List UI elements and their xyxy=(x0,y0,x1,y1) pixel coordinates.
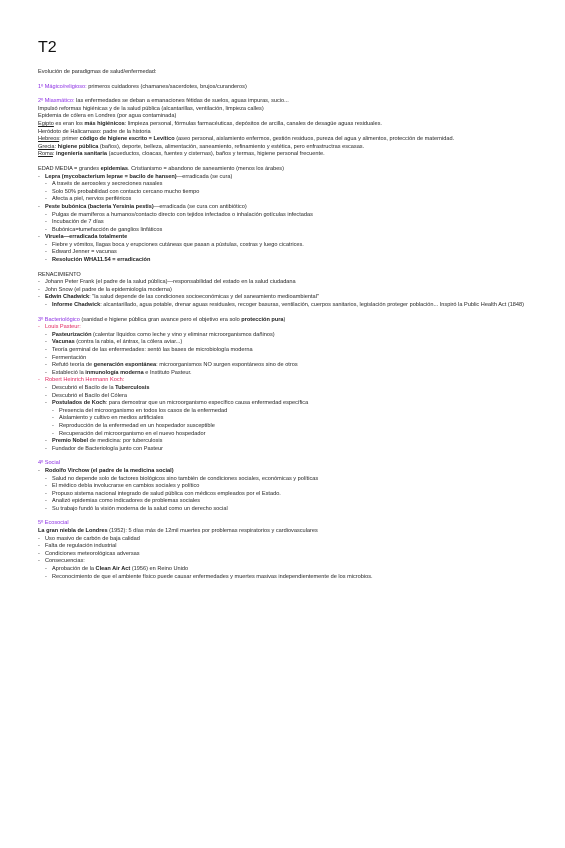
list-item: - Bubónica=tumefacción de ganglios linfáticos xyxy=(38,227,535,235)
list-item: - Louis Pasteur: xyxy=(38,324,535,332)
section-2-label: 2º Miasmático: xyxy=(38,98,75,105)
list-item: - A través de aerosoles y secreciones nasales xyxy=(38,181,535,189)
list-item: - Postulados de Koch: para demostrar que un microorganismo específico causa enfermedad específica xyxy=(38,400,535,408)
list-item: - Aprobación de la Clean Air Act (1956) en Reino Unido xyxy=(38,566,535,574)
list-item: - Descubrió el Bacilo de la Tuberculosis xyxy=(38,385,535,393)
list-item: - Recuperación del microorganismo en el nuevo hospedador xyxy=(38,431,535,439)
list-item: - Salud no depende solo de factores biológicos sino también de condiciones sociales, económicas y políticas xyxy=(38,476,535,484)
list-item: - Propuso sistema nacional integrado de salud pública con médicos empleados por el Estado. xyxy=(38,491,535,499)
line: Heródoto de Halicarnaso: padre de la historia xyxy=(38,128,151,135)
section-3-list xyxy=(38,324,535,453)
section-4-label: 4º Social xyxy=(38,460,60,467)
list-item: - Afecta a piel, nervios periféricos xyxy=(38,196,535,204)
line: Impulsó reformas higiénicas y de la salud pública (alcantarillas, ventilación, limpieza calles) xyxy=(38,105,264,112)
list-item: - Falta de regulación industrial xyxy=(38,543,535,551)
section-3-label: 3º Bacteriológico xyxy=(38,316,80,323)
edad-media-list xyxy=(38,174,535,265)
section-3: 3º Bacteriológico (sanidad e higiene pública gran avance pero el objetivo era solo protección pura) xyxy=(38,316,286,323)
list-item: - Presencia del microorganismo en todos los casos de la enfermedad xyxy=(38,408,535,416)
line: Hebreos: primer código de higiene escrito = Levítico (aseo personal, aislamiento enfermos, gestión residuos, pureza del agua y alimentos, protección de maternidad. xyxy=(38,136,455,143)
list-item: - Johann Peter Frank (el padre de la salud pública)—responsabilidad del estado en la salud ciudadana xyxy=(38,279,535,287)
renacimiento-heading: RENACIMIENTO xyxy=(38,271,81,278)
list-item: - Reconocimiento de que el ambiente físico puede causar enfermedades y muertes masivas independientemente de los microbios. xyxy=(38,574,535,582)
list-item: - Descubrió el Bacilo del Cólera xyxy=(38,393,535,401)
list-item: - Refutó teoría de generación espontánea: microorganismos NO surgen espontáneos sino de otros xyxy=(38,362,535,370)
list-item: - Lepra (mycobacterium leprae = bacilo de hansen)—erradicada (se cura) xyxy=(38,174,535,182)
renacimiento-list xyxy=(38,279,535,309)
document-body xyxy=(38,69,535,581)
list-item: - Incubación de 7 días xyxy=(38,219,535,227)
section-2-text: las enfermedades se deban a emanaciones fétidas de suelos, aguas impuras, sucio... xyxy=(74,98,289,105)
list-item: - Robert Heinrich Hermann Koch: xyxy=(38,377,535,385)
page-title: T2 xyxy=(38,39,57,56)
section-5-list xyxy=(38,536,535,582)
list-item: - Premio Nobel de medicina: por tuberculosis xyxy=(38,438,535,446)
section-1-text: primeros cuidadores (chamanes/sacerdotes, brujos/curanderos) xyxy=(86,83,247,90)
line: Egipto es eran los más higiénicos: limpieza personal, fórmulas farmacéuticas, depósitos de arcilla, canales de desagüe aguas residuales. xyxy=(38,120,382,127)
list-item: - Solo 50% probabilidad con contacto cercano mucho tiempo xyxy=(38,189,535,197)
section-2 xyxy=(38,98,535,106)
list-item: - Reproducción de la enfermedad en un hospedador susceptible xyxy=(38,423,535,431)
list-item: - Peste bubónica (bacteria Yersinia pestis)—erradicada (se cura con antibiótico) xyxy=(38,204,535,212)
section-1-label: 1º Mágico/religioso: xyxy=(38,83,87,90)
list-item: - Edward Jenner = vacunas xyxy=(38,249,535,257)
list-item: - Rodolfo Virchow (el padre de la medicina social) xyxy=(38,468,535,476)
list-item: - Uso masivo de carbón de baja calidad xyxy=(38,536,535,544)
list-item: - Su trabajo fundó la visión moderna de la salud como un derecho social xyxy=(38,506,535,514)
list-item: - Estableció la inmunología moderna e Instituto Pasteur. xyxy=(38,370,535,378)
list-item: - Fiebre y vómitos, llagas boca y erupciones cutáneas que pasan a pústulas, costras y luego cicatrices. xyxy=(38,242,535,250)
list-item: - Aislamiento y cultivo en medios artificiales xyxy=(38,415,535,423)
list-item: - Informe Chadwick: alcantarillado, agua potable, drenar aguas residuales, recoger basuras, ventilación, cuerpos sanitarios, legislación proteger población... Inspiró la Public Health Act (1848) xyxy=(38,302,535,310)
list-item: - Fundador de Bacteriología junto con Pasteur xyxy=(38,446,535,454)
list-item: - Teoría germinal de las enfermedades: sentó las bases de microbiología moderna xyxy=(38,347,535,355)
list-item: - Viruela—erradicada totalmente xyxy=(38,234,535,242)
line: Epidemia de cólera en Londres (por agua contaminada) xyxy=(38,113,177,120)
list-item: - Pasteurización (calentar líquidos como leche y vino y eliminar microorganismos dañinos) xyxy=(38,332,535,340)
niebla-line: La gran niebla de Londres (1952): 5 días más de 12mil muertes por problemas respiratorios y cardiovasculares xyxy=(38,528,318,535)
line: Grecia: higiene pública (baños), deporte, belleza, alimentación, saneamiento, refinamiento y estética, pero enfrastructras escasas. xyxy=(38,143,365,150)
section-4-list xyxy=(38,468,535,514)
edad-media-heading: EDAD MEDIA = grandes epidemias. Cristianismo = abandono de saneamiento (menos los árabes) xyxy=(38,165,284,172)
list-item: - Condiciones meteorológicas adversas xyxy=(38,551,535,559)
list-item: - Edwin Chadwick: "la salud depende de las condiciones socioeconómicas y del saneamiento medioambiental" xyxy=(38,294,535,302)
list-item: - Vacunas (contra la rabia, el ántrax, la cólera aviar...) xyxy=(38,339,535,347)
section-1 xyxy=(38,84,535,92)
list-item: - Pulgas de mamíferos a humanos/contacto directo con tejidos infectados o inhalación gotículas infectadas xyxy=(38,212,535,220)
list-item: - Consecuencias: xyxy=(38,558,535,566)
intro-line: Evolución de paradigmas de salud/enfermedad: xyxy=(38,69,157,75)
list-item: - Analizó epidemias como indicadores de problemas sociales xyxy=(38,498,535,506)
line: Roma: ingeniería sanitaria (acueductos, cloacas, fuentes y cisternas), baños y termas, higiene personal frecuente. xyxy=(38,151,325,158)
list-item: - John Snow (el padre de la epidemiología moderna) xyxy=(38,287,535,295)
list-item: - Fermentación xyxy=(38,355,535,363)
list-item: - El médico debía involucrarse en cambios sociales y político xyxy=(38,483,535,491)
section-5-label: 5º Ecosocial xyxy=(38,520,69,527)
list-item: - Resolución WHA11.54 = erradicación xyxy=(38,257,535,265)
